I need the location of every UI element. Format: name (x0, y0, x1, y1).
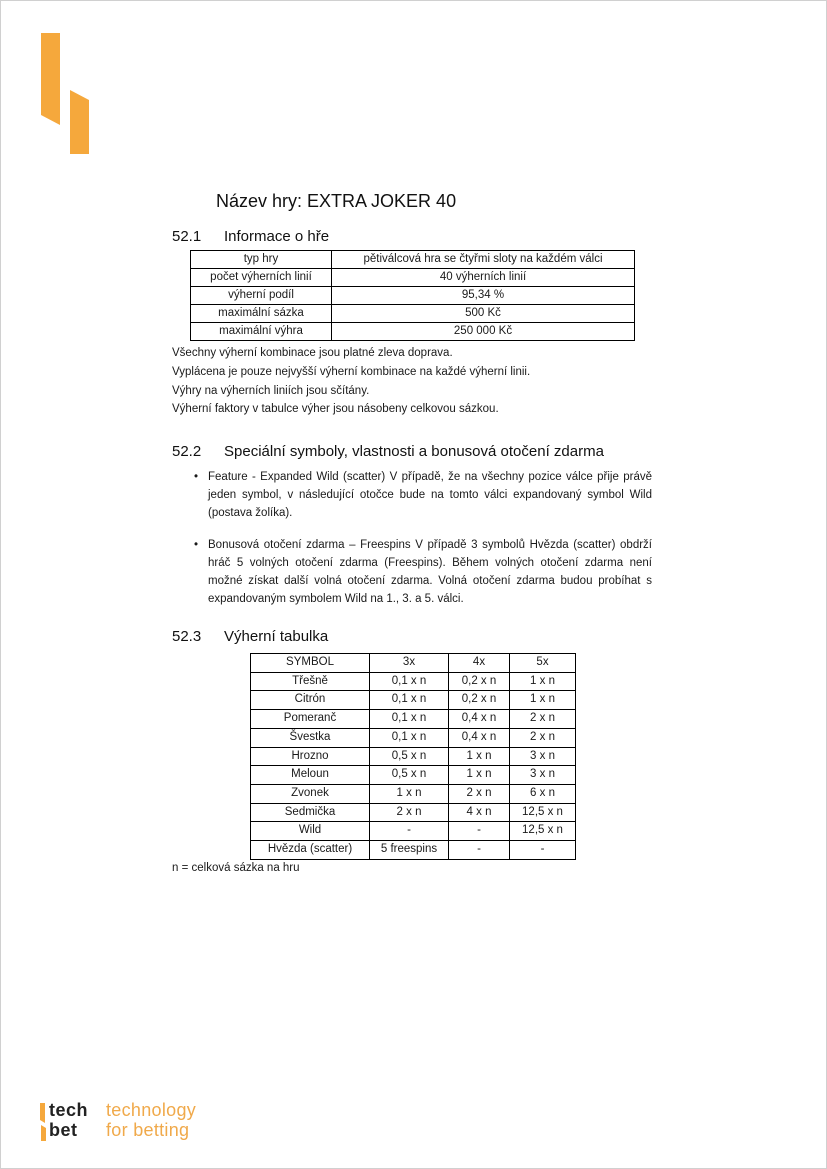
payout-cell: - (370, 822, 449, 841)
feature-freespins: • Bonusová otočení zdarma – Freespins V případě 3 symbolů Hvězda (scatter) obdrží hráč 5 volných otočení zdarma (Freespins). Během volných otočení zdarma není možné získat další volná otočení zdarma. Volná otočení zdarma budou probíhat s expandovaným symbolem Wild na 1., 3. a 5. válci. (192, 536, 652, 608)
section-heading-special (172, 443, 604, 460)
paytable (250, 653, 576, 860)
payout-cell: 2 x n (510, 710, 576, 729)
paytable-header: 4x (449, 654, 510, 673)
paytable-header-row (251, 654, 576, 673)
section-title: Výherní tabulka (224, 628, 329, 645)
payout-cell: 4 x n (449, 803, 510, 822)
info-key: typ hry (191, 251, 332, 269)
paytable-row (251, 784, 576, 803)
info-key: výherní podíl (191, 287, 332, 305)
symbol-name: Meloun (251, 766, 370, 785)
info-value: 40 výherních linií (332, 269, 635, 287)
logo-tagline-for-betting: for betting (106, 1120, 190, 1140)
section-heading-info (172, 228, 329, 245)
payout-cell: 3 x n (510, 766, 576, 785)
info-row (191, 287, 635, 305)
payout-cell: - (510, 841, 576, 860)
paytable-row (251, 841, 576, 860)
paytable-row (251, 766, 576, 785)
section-number: 52.1 (172, 228, 202, 245)
payout-cell: 1 x n (510, 691, 576, 710)
symbol-name: Třešně (251, 672, 370, 691)
section-title: Informace o hře (224, 228, 330, 245)
logo-tagline-technology: technology (106, 1100, 197, 1120)
info-value: pětiválcová hra se čtyřmi sloty na každém válci (332, 251, 635, 269)
payout-cell: 0,5 x n (370, 747, 449, 766)
symbol-name: Švestka (251, 728, 370, 747)
paytable-row (251, 691, 576, 710)
payout-cell: 3 x n (510, 747, 576, 766)
payout-cell: 12,5 x n (510, 803, 576, 822)
paytable-header: 5x (510, 654, 576, 673)
payout-cell: 0,1 x n (370, 691, 449, 710)
payout-cell: 0,4 x n (449, 710, 510, 729)
paytable-row (251, 747, 576, 766)
symbol-name: Citrón (251, 691, 370, 710)
payout-cell: 2 x n (510, 728, 576, 747)
info-key: počet výherních linií (191, 269, 332, 287)
symbol-name: Sedmička (251, 803, 370, 822)
payout-cell: 0,1 x n (370, 728, 449, 747)
logo-word-bet: bet (49, 1120, 78, 1140)
info-value: 250 000 Kč (332, 323, 635, 341)
paytable-row (251, 710, 576, 729)
symbol-name: Hrozno (251, 747, 370, 766)
rule-line: Výherní faktory v tabulce výher jsou násobeny celkovou sázkou. (172, 403, 499, 416)
payout-cell: 1 x n (449, 766, 510, 785)
footer-logo (40, 1100, 240, 1145)
symbol-name: Zvonek (251, 784, 370, 803)
rules-paragraph (172, 344, 530, 419)
paytable-note: n = celková sázka na hru (172, 862, 300, 874)
payout-cell: 0,2 x n (449, 691, 510, 710)
info-value: 500 Kč (332, 305, 635, 323)
payout-cell: 0,5 x n (370, 766, 449, 785)
feature-expanded-wild: • Feature - Expanded Wild (scatter) V případě, že na všechny pozice válce přije právě jeden symbol, v následující otočce bude na tomto válci expandovaný symbol Wild (postava žolíka). (192, 468, 652, 522)
paytable-row (251, 822, 576, 841)
paytable-row (251, 803, 576, 822)
paytable-row (251, 728, 576, 747)
document-title: Název hry: EXTRA JOKER 40 (216, 191, 457, 211)
paytable-header: SYMBOL (251, 654, 370, 673)
payout-cell: 0,2 x n (449, 672, 510, 691)
logo-bar-right (70, 90, 89, 154)
info-key: maximální sázka (191, 305, 332, 323)
rule-line: Výhry na výherních liniích jsou sčítány. (172, 384, 370, 397)
section-title: Speciální symboly, vlastnosti a bonusová otočení zdarma (224, 443, 604, 460)
section-heading-paytable (172, 628, 328, 645)
info-key: maximální výhra (191, 323, 332, 341)
info-value: 95,34 % (332, 287, 635, 305)
payout-cell: 2 x n (370, 803, 449, 822)
techbet-bar-icon (40, 1103, 46, 1141)
logo-bar-left (41, 33, 60, 125)
payout-cell: - (449, 822, 510, 841)
payout-cell: 6 x n (510, 784, 576, 803)
symbol-name: Pomeranč (251, 710, 370, 729)
section-number: 52.2 (172, 443, 202, 460)
feature-list (192, 468, 652, 622)
payout-cell: 1 x n (510, 672, 576, 691)
payout-cell: - (449, 841, 510, 860)
rule-line: Všechny výherní kombinace jsou platné zleva doprava. (172, 347, 453, 359)
techbet-mark-icon (40, 33, 92, 155)
payout-cell: 12,5 x n (510, 822, 576, 841)
info-row (191, 251, 635, 269)
game-info-table (190, 250, 635, 341)
payout-cell: 2 x n (449, 784, 510, 803)
symbol-name: Hvězda (scatter) (251, 841, 370, 860)
info-row (191, 269, 635, 287)
payout-cell: 1 x n (370, 784, 449, 803)
payout-cell: 1 x n (449, 747, 510, 766)
logo-word-tech: tech (49, 1100, 89, 1120)
payout-cell: 0,4 x n (449, 728, 510, 747)
paytable-header: 3x (370, 654, 449, 673)
paytable-row (251, 672, 576, 691)
payout-cell: 0,1 x n (370, 672, 449, 691)
section-number: 52.3 (172, 628, 202, 645)
symbol-name: Wild (251, 822, 370, 841)
payout-cell: 0,1 x n (370, 710, 449, 729)
info-row (191, 323, 635, 341)
info-row (191, 305, 635, 323)
payout-cell: 5 freespins (370, 841, 449, 860)
rule-line: Vyplácena je pouze nejvyšší výherní kombinace na každé výherní linii. (172, 365, 531, 378)
